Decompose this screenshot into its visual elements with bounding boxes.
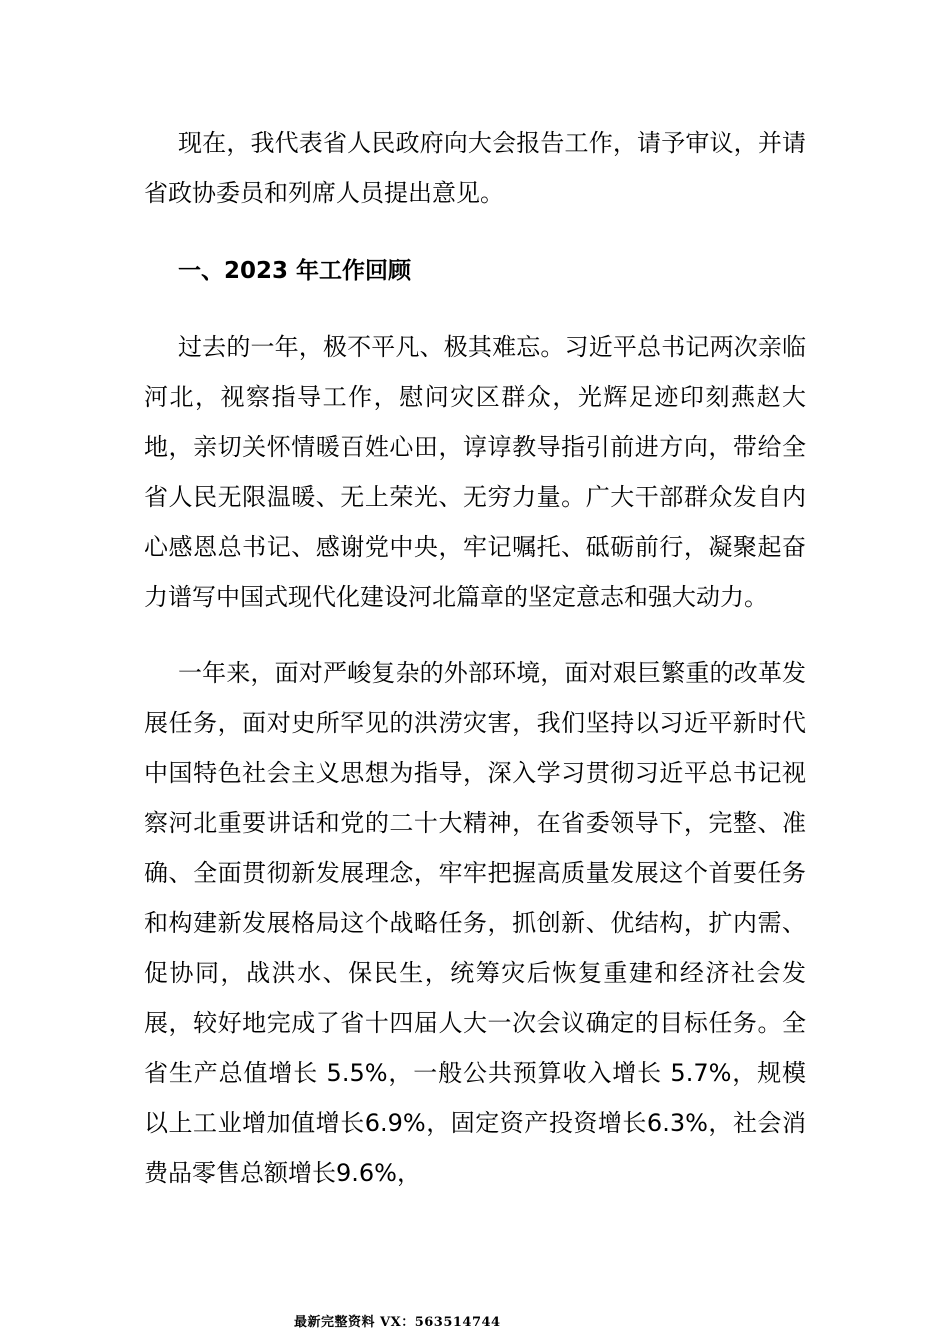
review-summary-paragraph: 一年来，面对严峻复杂的外部环境，面对艰巨繁重的改革发展任务，面对史所罕见的洪涝灾害，我们坚持以习近平新时代中国特色社会主义思想为指导，深入学习贯彻习近平总书记视察河北重要讲话和党的二十大精神，在省委领导下，完整、准确、全面贯彻新发展理念，牢牢把握高质量发展这个首要任务和构建新发展格局这个战略任务，抓创新、优结构，扩内需、促协同，战洪水、保民生，统筹灾后恢复重建和经济社会发展，较好地完成了省十四届人大一次会议确定的目标任务。全省生产总值增长 5.5%，一般公共预算收入增长 5.7%，规模以上工业增加值增长6.9%，固定资产投资增长6.3%，社会消费品零售总额增长9.6%，	[144, 659, 806, 1187]
opening-paragraph: 现在，我代表省人民政府向大会报告工作，请予审议，并请省政协委员和列席人员提出意见。	[144, 129, 806, 207]
document-body	[144, 118, 806, 1198]
section-heading: 一、2023 年工作回顾	[178, 258, 412, 284]
review-intro-paragraph: 过去的一年，极不平凡、极其难忘。习近平总书记两次亲临河北，视察指导工作，慰问灾区群众，光辉足迹印刻燕赵大地，亲切关怀情暖百姓心田，谆谆教导指引前进方向，带给全省人民无限温暖、无上荣光、无穷力量。广大干部群众发自内心感恩总书记、感谢党中央，牢记嘱托、砥砺前行，凝聚起奋力谱写中国式现代化建设河北篇章的坚定意志和强大动力。	[144, 333, 806, 611]
footer-contact-note: 最新完整资料 VX：563514744	[294, 1315, 501, 1330]
